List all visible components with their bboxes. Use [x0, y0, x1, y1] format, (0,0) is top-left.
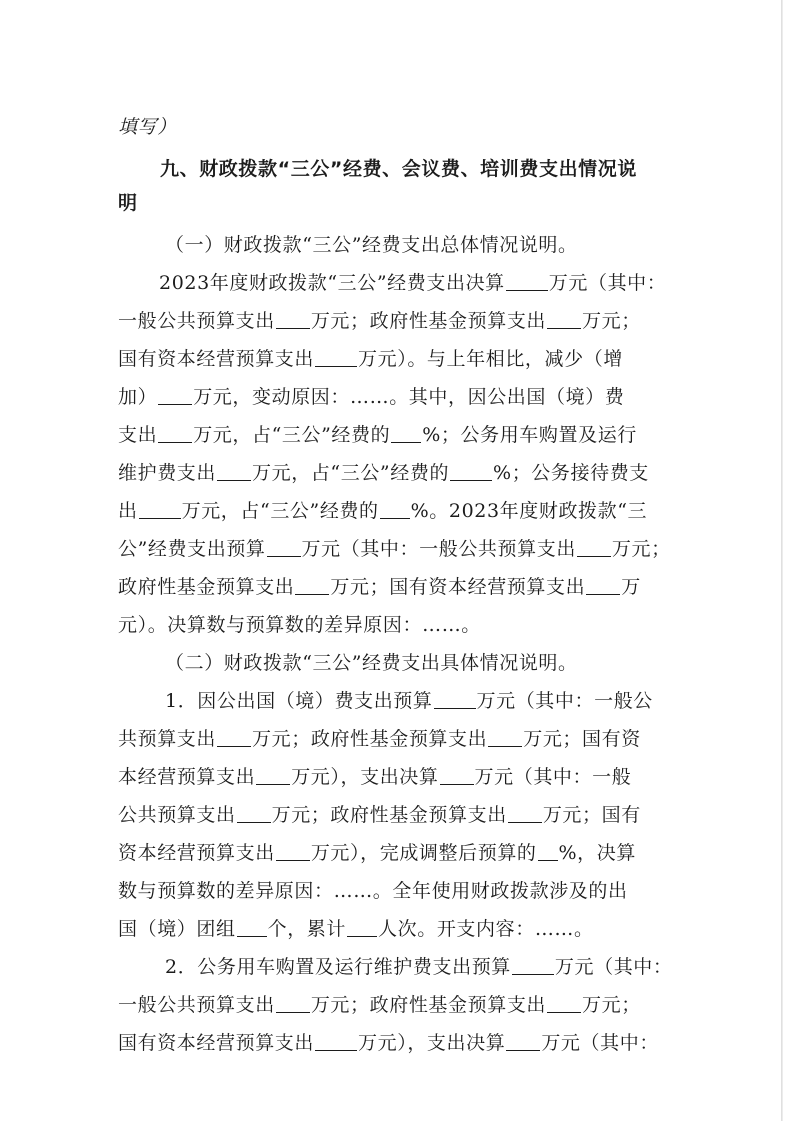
blank-fill — [158, 420, 192, 443]
blank-fill — [450, 458, 492, 481]
text-line — [0, 720, 793, 758]
paragraph-text: 万元，占“三公”经费的 — [252, 462, 450, 484]
paragraph-text: 人次。开支内容：……。 — [378, 918, 594, 940]
paragraph-text: 公共预算支出 — [118, 804, 236, 826]
paragraph-text: 万元（其中： — [554, 956, 673, 978]
paragraph-text: 万 — [621, 576, 641, 598]
text-line — [0, 530, 793, 568]
blank-fill — [440, 762, 474, 785]
blank-fill — [347, 914, 377, 937]
text-line — [0, 834, 793, 872]
paragraph-text: 元）。决算数与预算数的差异原因：……。 — [118, 614, 481, 636]
blank-fill — [237, 800, 271, 823]
paragraph-text: %，决算 — [558, 842, 636, 864]
paragraph-text: 本经营预算支出 — [118, 766, 256, 788]
text-line — [0, 492, 793, 530]
blank-fill — [237, 914, 267, 937]
paragraph-text: 维护费支出 — [118, 462, 217, 484]
blank-fill — [139, 496, 181, 519]
blank-fill — [586, 572, 620, 595]
paragraph-text: 支出 — [118, 424, 158, 446]
blank-fill — [547, 990, 581, 1013]
paragraph-text: 国有资本经营预算支出 — [118, 1032, 315, 1054]
paragraph-text: 2．公务用车购置及运行维护费支出预算 — [165, 956, 511, 978]
blank-fill — [295, 572, 329, 595]
paragraph-text: 国有资本经营预算支出 — [118, 348, 315, 370]
paragraph-text: 万元；政府性基金预算支出 — [252, 728, 488, 750]
text-line — [0, 1024, 793, 1062]
paragraph-text: 个，累计 — [267, 918, 347, 940]
paragraph-text: 政府性基金预算支出 — [118, 576, 295, 598]
blank-fill — [158, 382, 192, 405]
paragraph-text: 公”经费支出预算 — [118, 538, 266, 560]
blank-fill — [276, 838, 310, 861]
text-line — [0, 910, 793, 948]
blank-fill — [506, 1028, 540, 1051]
text-line — [0, 758, 793, 796]
paragraph-text: 万元； — [582, 994, 641, 1016]
blank-fill — [434, 686, 476, 709]
blank-fill — [256, 762, 290, 785]
text-line — [0, 302, 793, 340]
blank-fill — [488, 724, 522, 747]
paragraph-text: 万元，变动原因：……。其中，因公出国（境）费 — [193, 386, 625, 408]
heading-text: 明 — [118, 192, 138, 214]
paragraph-text: %。2023年度财政拨款“三 — [410, 500, 648, 522]
paragraph-text: 2023年度财政拨款“三公”经费支出决算 — [159, 272, 505, 294]
subheading-text: （二）财政拨款“三公”经费支出具体情况说明。 — [165, 652, 578, 674]
text-line — [0, 796, 793, 834]
paragraph-text: 共预算支出 — [118, 728, 217, 750]
blank-fill — [315, 344, 357, 367]
paragraph-text: 国（境）团组 — [118, 918, 236, 940]
blank-fill — [512, 952, 554, 975]
text-line — [0, 378, 793, 416]
paragraph-text: %；公务用车购置及运行 — [422, 424, 637, 446]
paragraph-text: 万元；国有资本经营预算支出 — [330, 576, 586, 598]
paragraph-text: 万元；国有资 — [523, 728, 641, 750]
paragraph-text: 一般公共预算支出 — [118, 310, 275, 332]
paragraph-text: 万元；政府性基金预算支出 — [310, 994, 547, 1016]
paragraph-text: 万元；国有 — [542, 804, 641, 826]
section-heading-continued — [0, 184, 793, 222]
paragraph-text: 资本经营预算支出 — [118, 842, 275, 864]
text-line — [0, 948, 793, 986]
text-line — [0, 108, 793, 146]
blank-fill — [547, 306, 581, 329]
blank-fill — [267, 534, 301, 557]
paragraph-text: 万元；政府性基金预算支出 — [271, 804, 507, 826]
blank-fill — [508, 800, 542, 823]
paragraph-text: 万元；政府性基金预算支出 — [310, 310, 547, 332]
paragraph-text: 万元），支出决算 — [291, 766, 439, 788]
paragraph-text: %；公务接待费支 — [493, 462, 649, 484]
blank-fill — [276, 306, 310, 329]
paragraph-text: 万元（其中：一般 — [474, 766, 632, 788]
heading-text: 九、财政拨款“三公”经费、会议费、培训费支出情况说 — [160, 158, 637, 180]
paragraph-text: 1．因公出国（境）费支出预算 — [165, 690, 433, 712]
text-line — [0, 454, 793, 492]
paragraph-text: 万元； — [582, 310, 641, 332]
paragraph-text: 万元； — [611, 538, 671, 560]
paragraph-text: 万元），完成调整后预算的 — [310, 842, 537, 864]
paragraph-text: 数与预算数的差异原因：……。全年使用财政拨款涉及的出 — [118, 880, 628, 902]
blank-fill — [391, 420, 421, 443]
blank-fill — [217, 724, 251, 747]
blank-fill — [506, 268, 548, 291]
subheading-text: （一）财政拨款“三公”经费支出总体情况说明。 — [165, 234, 578, 256]
paragraph-text: 万元）。与上年相比，减少（增 — [358, 348, 623, 370]
paragraph-text: 万元，占“三公”经费的 — [193, 424, 391, 446]
text-line — [0, 568, 793, 606]
paragraph-text: 万元（其中：一般公 — [476, 690, 653, 712]
text-line — [0, 986, 793, 1024]
blank-fill — [315, 1028, 357, 1051]
paragraph-text: 万元，占“三公”经费的 — [181, 500, 379, 522]
fragment-text: 填写） — [118, 116, 177, 138]
text-line — [0, 340, 793, 378]
subsection-heading — [0, 226, 793, 264]
blank-fill — [577, 534, 611, 557]
subsection-heading — [0, 644, 793, 682]
blank-fill — [276, 990, 310, 1013]
paragraph-text: 加） — [118, 386, 158, 408]
paragraph-text: 出 — [118, 500, 138, 522]
blank-fill — [217, 458, 251, 481]
paragraph-text: 一般公共预算支出 — [118, 994, 275, 1016]
paragraph-text: 万元（其中：一般公共预算支出 — [301, 538, 576, 560]
text-line — [0, 264, 793, 302]
section-heading — [0, 150, 793, 188]
paragraph-text: 万元），支出决算 — [358, 1032, 506, 1054]
text-line — [0, 606, 793, 644]
blank-fill — [538, 838, 558, 861]
blank-fill — [380, 496, 410, 519]
text-line — [0, 872, 793, 910]
paragraph-text: 万元（其中： — [548, 272, 667, 294]
paragraph-text: 万元（其中： — [541, 1032, 659, 1054]
text-line — [0, 416, 793, 454]
text-line — [0, 682, 793, 720]
